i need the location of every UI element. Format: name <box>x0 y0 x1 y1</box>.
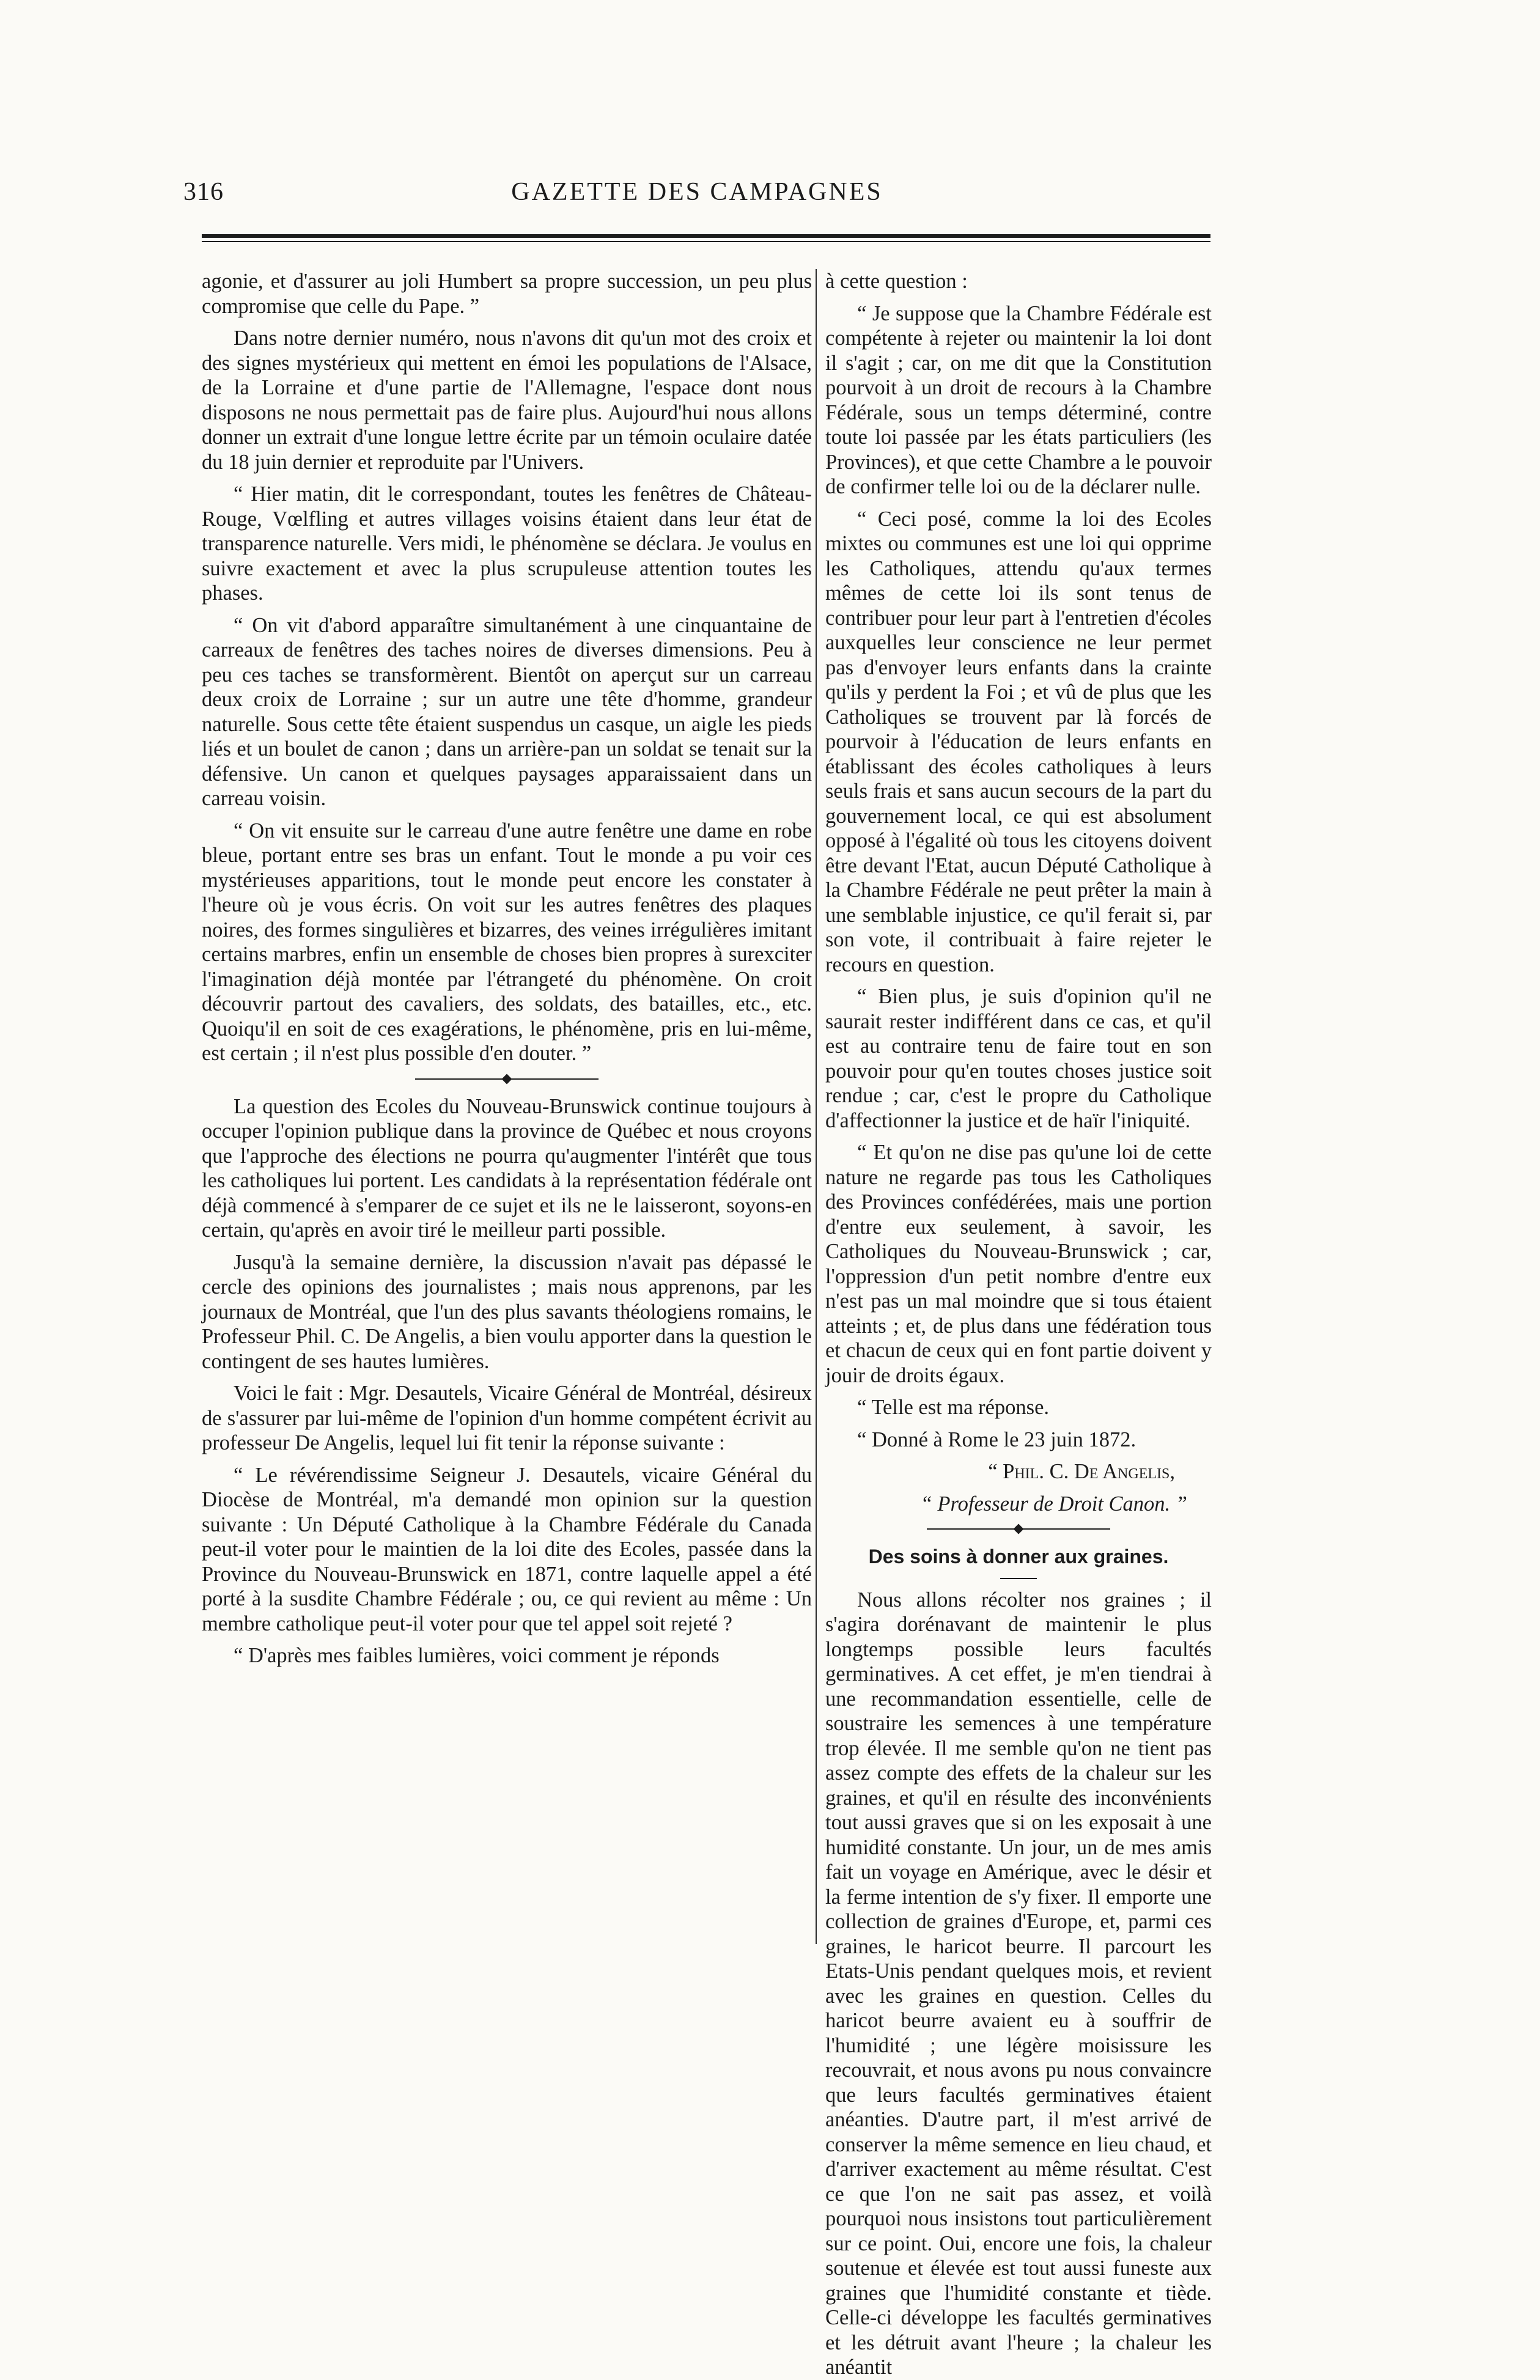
paragraph: Dans notre dernier numéro, nous n'avons dit qu'un mot des croix et des signes mystérieux qui mettent en émoi les populations de l'Alsace, de la Lorraine et d'une partie de l'Allemagne, l'espace dont nous disposons ne nous permettait pas de faire plus. Aujourd'hui nous allons donner un extrait d'une longue lettre écrite par un témoin oculaire datée du 18 juin dernier et reproduite par l'Univers. <box>202 326 812 474</box>
paragraph: “ D'après mes faibles lumières, voici comment je réponds <box>234 1644 720 1667</box>
signature-name: “ Phil. C. De Angelis, <box>988 1460 1175 1483</box>
left-column <box>202 269 812 1944</box>
paragraph: “ Telle est ma réponse. <box>857 1396 1050 1419</box>
paragraph: Jusqu'à la semaine dernière, la discussion n'avait pas dépassé le cercle des opinions des journalistes ; mais nous apprenons, par les journaux de Montréal, que l'un des plus savants théologiens romains, le Professeur Phil. C. De Angelis, a bien voulu apporter dans la question le contingent de ses hautes lumières. <box>202 1250 812 1373</box>
section-title: Des soins à donner aux graines. <box>868 1546 1169 1568</box>
page-number: 316 <box>183 178 224 206</box>
paragraph: “ On vit ensuite sur le carreau d'une autre fenêtre une dame en robe bleue, portant entre ses bras un enfant. Tout le monde a pu voir ces mystérieuses apparitions, tout le monde peut encore les constater à l'heure où je vous écris. On voit sur les autres fenêtres des plaques noires, des formes singulières et bizarres, des veines irrégulières imitant certains marbres, enfin un ensemble de choses bien propres à surexciter l'imagination déjà montée par l'étrangeté du phénomène. On croit découvrir partout des cavaliers, des soldats, des batailles, etc., etc. Quoiqu'il en soit de ces exagérations, le phénomène, pris en lui-même, est certain ; il n'est plus possible d'en douter. ” <box>202 819 812 1065</box>
signature-title: “ Professeur de Droit Canon. ” <box>920 1492 1187 1516</box>
section-separator <box>415 1075 599 1083</box>
column-divider <box>816 269 817 1944</box>
paragraph: “ On vit d'abord apparaître simultanément à une cinquantaine de carreaux de fenêtres des taches noires de diverses dimensions. Peu à peu ces taches se transformèrent. Bientôt on aperçut sur un carreau deux croix de Lorraine ; sur un autre une tête d'homme, grandeur naturelle. Sous cette tête étaient suspendus un casque, un aigle les pieds liés et un boulet de canon ; dans un arrière-pan un soldat se tenait sur la défensive. Un canon et quelques paysages apparaissaient dans un carreau voisin. <box>202 613 812 810</box>
right-column <box>825 269 1212 2379</box>
paragraph: “ Donné à Rome le 23 juin 1872. <box>857 1428 1137 1451</box>
header-rule-thick <box>202 234 1210 238</box>
journal-title: GAZETTE DES CAMPAGNES <box>511 178 883 206</box>
paragraph: agonie, et d'assurer au joli Humbert sa propre succession, un peu plus compromise que celle du Pape. ” <box>202 270 812 318</box>
paragraph: “ Ceci posé, comme la loi des Ecoles mixtes ou communes est une loi qui opprime les Catholiques, attendu qu'aux termes mêmes de cette loi ils sont tenus de contribuer pour leur part à l'entretien d'écoles auxquelles leur conscience ne leur permet pas d'envoyer leurs enfants dans la crainte qu'ils y perdent la Foi ; et vû de plus que les Catholiques se trouvent par là forcés de pourvoir à l'éducation de leurs enfants en établissant des écoles catholiques à leurs seuls frais et sans aucun secours de la part du gouvernement local, ce qui est absolument opposé à l'égalité où tous les citoyens doivent être devant l'Etat, aucun Député Catholique à la Chambre Fédérale ne peut prêter la main à une semblable injustice, ce qu'il ferait si, par son vote, il contribuait à faire rejeter le recours en question. <box>825 507 1212 976</box>
title-rule <box>1000 1578 1037 1579</box>
paragraph: Voici le fait : Mgr. Desautels, Vicaire Général de Montréal, désireux de s'assurer par lui-même de l'opinion d'un homme compétent écrivit au professeur De Angelis, lequel lui fit tenir la réponse suivante : <box>202 1382 812 1454</box>
paragraph: Nous allons récolter nos graines ; il s'agira dorénavant de maintenir le plus longtemps possible leurs facultés germinatives. A cet effet, je m'en tiendrai à une recommandation essentielle, celle de soustraire les semences à une température trop élevée. Il me semble qu'on ne tient pas assez compte des effets de la chaleur sur les graines, et qu'il en résulte des inconvénients tout aussi graves que si on les exposait à une humidité constante. Un jour, un de mes amis fait un voyage en Amérique, avec le désir et la ferme intention de s'y fixer. Il emporte une collection de graines d'Europe, et, parmi ces graines, le haricot beurre. Il parcourt les Etats-Unis pendant quelques mois, et revient avec les graines en question. Celles du haricot beurre avaient eu à souffrir de l'humidité ; une légère moisissure les recouvrait, et nous avons pu nous convaincre que leurs facultés germinatives étaient anéanties. D'autre part, il m'est arrivé de conserver la même semence en lieu chaud, et d'arriver exactement au même résultat. C'est ce que l'on ne sait pas assez, et voilà pourquoi nous insistons tout particulièrement sur ce point. Oui, encore une fois, la chaleur soutenue et élevée est tout aussi funeste aux graines que l'humidité constante et tiède. Celle-ci développe les facultés germinatives et les détruit avant l'heure ; la chaleur les anéantit <box>825 1588 1212 2379</box>
paragraph: “ Le révérendissime Seigneur J. Desautels, vicaire Général du Diocèse de Montréal, m'a demandé mon opinion sur la question suivante : Un Député Catholique à la Chambre Fédérale du Canada peut-il voter pour le maintien de la loi dite des Ecoles, passée dans la Province du Nouveau-Brunswick en 1871, contre laquelle appel a été porté à la susdite Chambre Fédérale ; ou, ce qui revient au même : Un membre catholique peut-il voter pour que tel appel soit rejeté ? <box>202 1463 812 1635</box>
paragraph: “ Je suppose que la Chambre Fédérale est compétente à rejeter ou maintenir la loi dont il s'agit ; car, on me dit que la Constitution pourvoit à un droit de recours à la Chambre Fédérale, sous un temps déterminé, contre toute loi passée par les états particuliers (les Provinces), et que cette Chambre a le pouvoir de confirmer telle loi ou de la déclarer nulle. <box>825 301 1212 498</box>
paragraph: “ Bien plus, je suis d'opinion qu'il ne saurait rester indifférent dans ce cas, et qu'il est au contraire tenu de faire tout en son pouvoir pour qu'en toutes choses justice soit rendue ; car, c'est le propre du Catholique d'affectionner la justice et de haïr l'iniquité. <box>825 985 1212 1132</box>
paragraph: à cette question : <box>825 270 968 293</box>
paragraph: La question des Ecoles du Nouveau-Brunswick continue toujours à occuper l'opinion publique dans la province de Québec et nous croyons que l'approche des élections ne pourra qu'augmenter l'intérêt que tous les catholiques lui portent. Les candidats à la représentation fédérale ont déjà commencé à s'emparer de ce sujet et ils ne le laisseront, soyons-en certain, qu'après en avoir tiré le meilleur parti possible. <box>202 1094 812 1242</box>
page-header <box>183 177 1210 214</box>
paragraph: “ Hier matin, dit le correspondant, toutes les fenêtres de Château-Rouge, Vœlfling et autres villages voisins étaient dans leur état de transparence naturelle. Vers midi, le phénomène se déclara. Je voulus en suivre exactement et avec la plus scrupuleuse attention toutes les phases. <box>202 482 812 605</box>
paragraph: “ Et qu'on ne dise pas qu'une loi de cette nature ne regarde pas tous les Catholiques des Provinces confédérées, mais une portion d'entre eux seulement, à savoir, les Catholiques du Nouveau-Brunswick ; car, l'oppression d'un petit nombre d'entre eux n'est pas un mal moindre que si tous étaient atteints ; et, de plus dans une fédération tous et chacun de ceux qui en font partie doivent y jouir de droits égaux. <box>825 1141 1212 1387</box>
section-separator <box>927 1525 1110 1533</box>
header-rule-thin <box>202 241 1210 242</box>
